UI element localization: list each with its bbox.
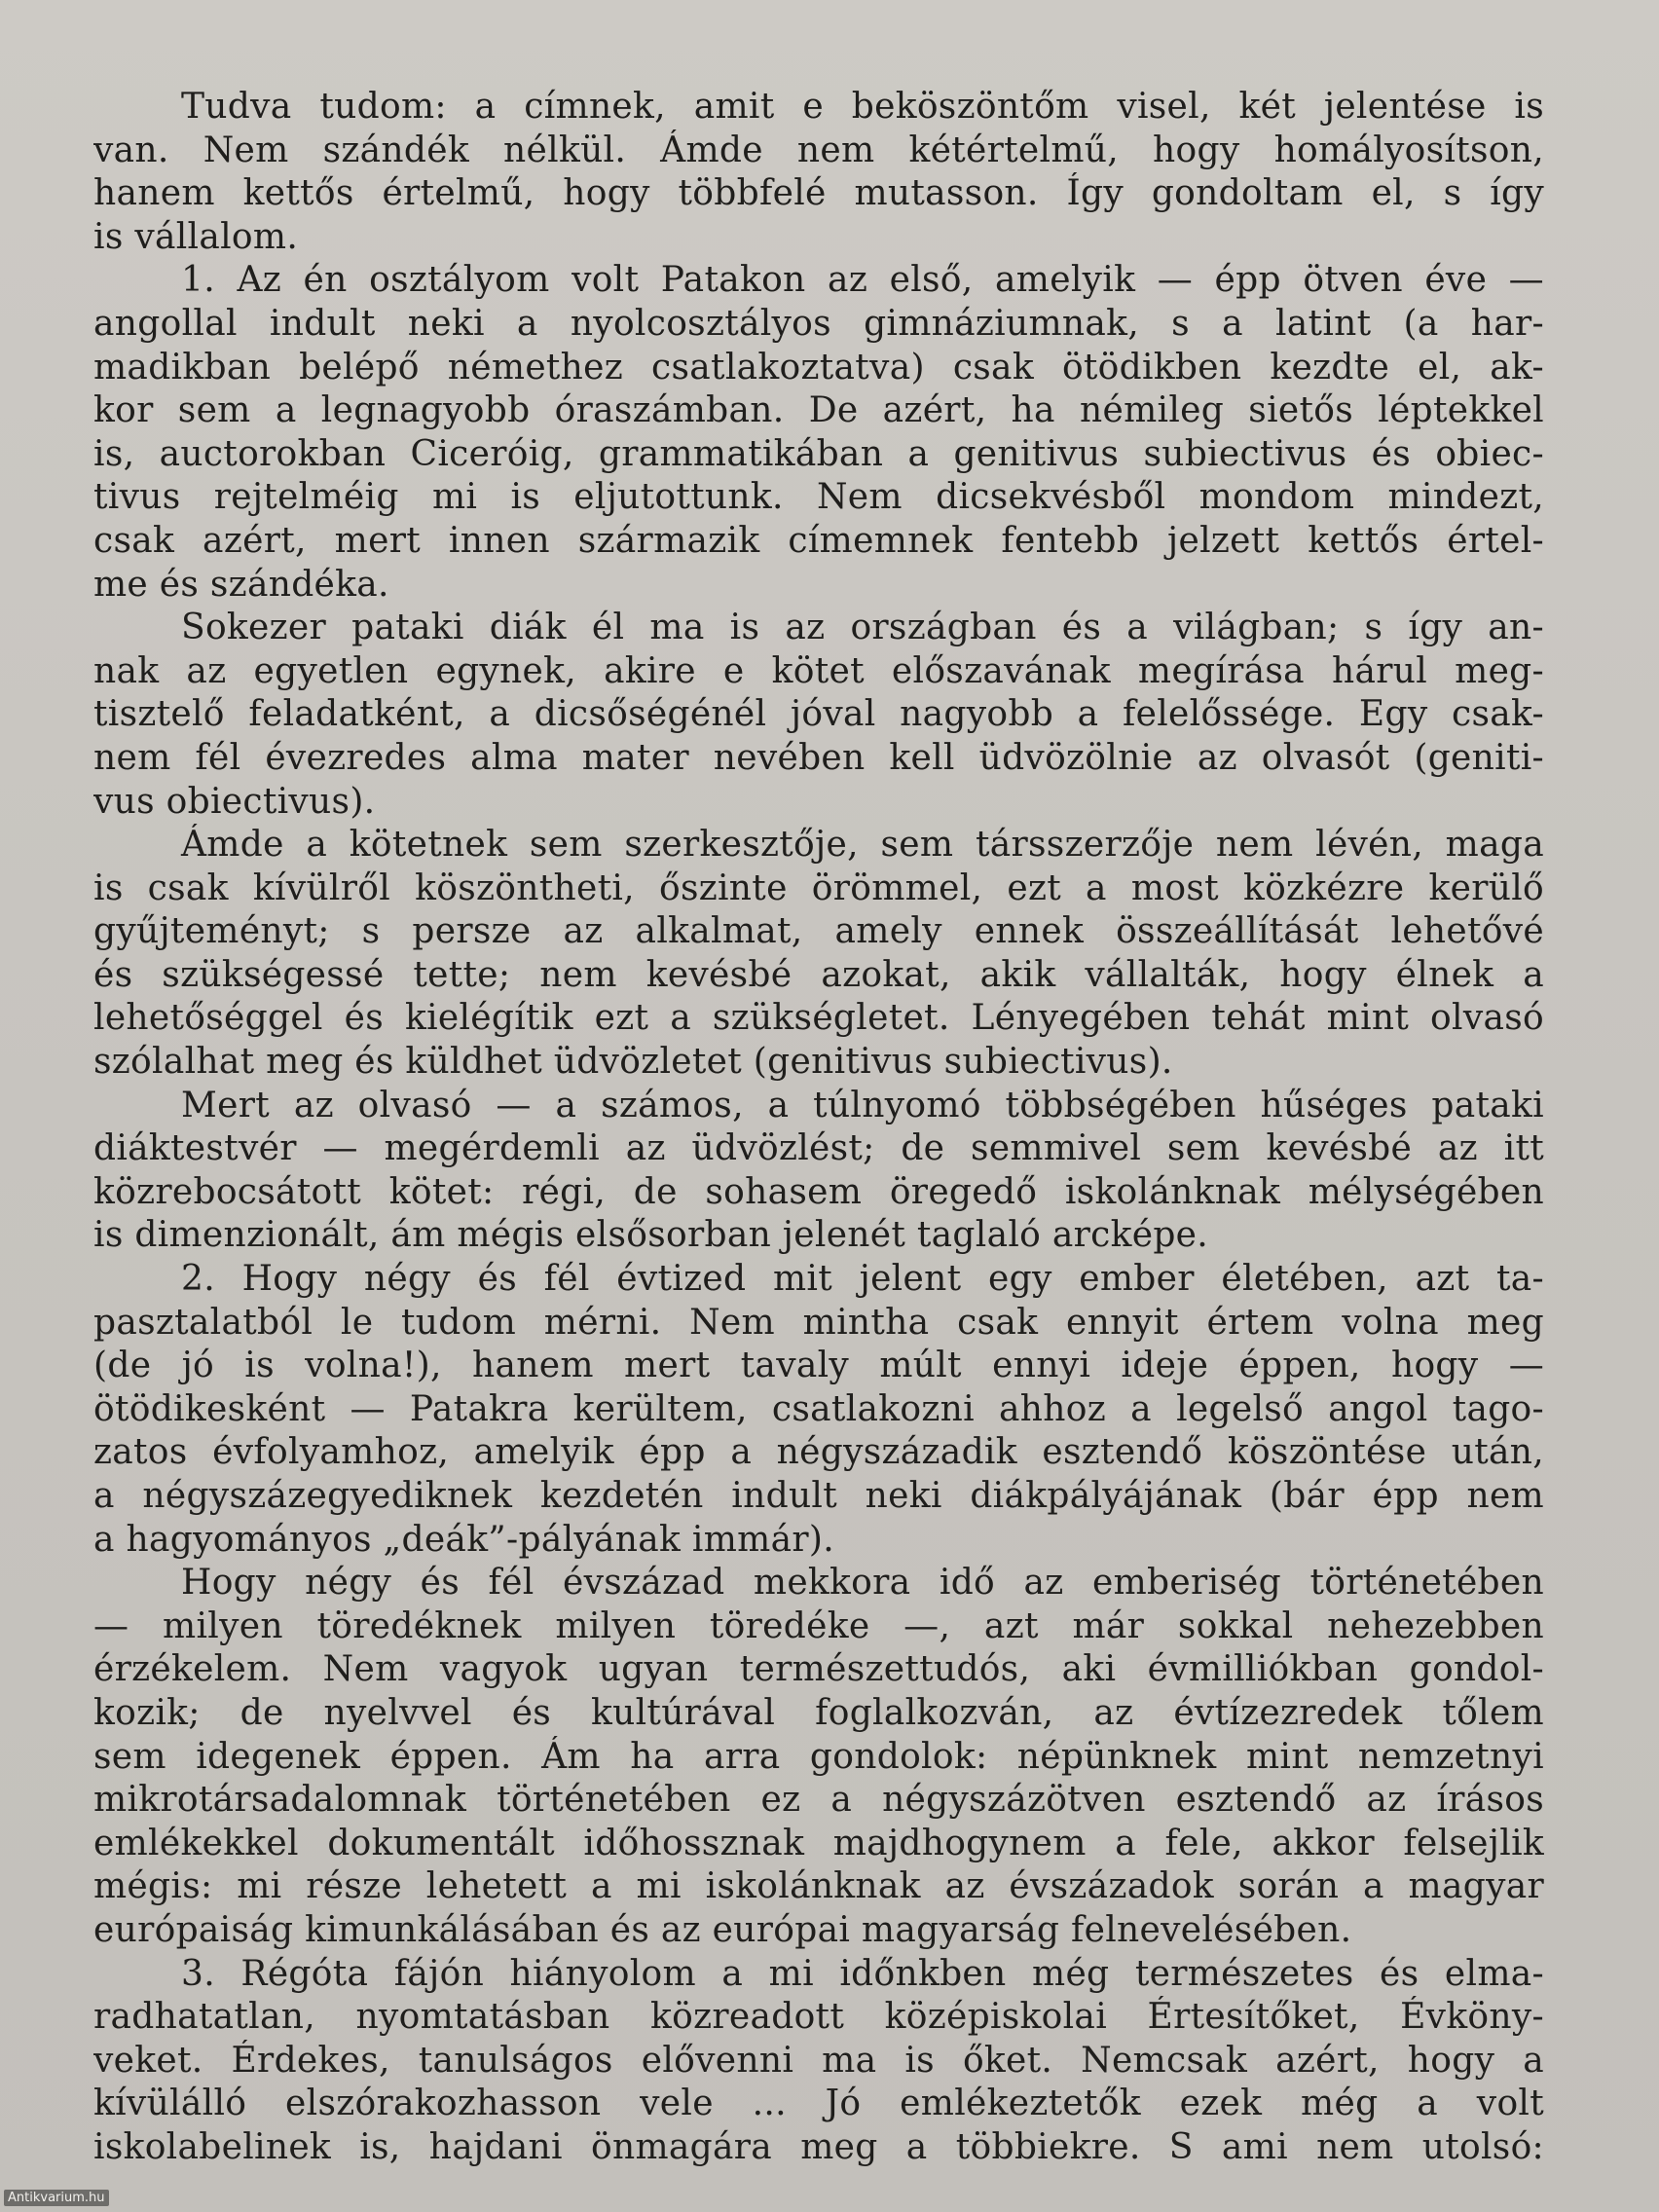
text-line: van. Nem szándék nélkül. Ámde nem kétértelmű, hogy homályosítson, — [93, 129, 1544, 170]
text-line: a négyszázegyediknek kezdetén indult neki diákpályájának (bár épp nem — [93, 1476, 1544, 1516]
text-line: 3. Régóta fájón hiányolom a mi időnkben még természetes és elma- — [181, 1953, 1544, 1994]
text-line: madikban belépő némethez csatlakoztatva) csak ötödikben kezdte el, ak- — [93, 347, 1544, 387]
text-line: érzékelem. Nem vagyok ugyan természettudós, aki évmilliókban gondol- — [93, 1649, 1544, 1690]
text-line: diáktestvér — megérdemli az üdvözlést; de semmivel sem kevésbé az itt — [93, 1128, 1544, 1169]
text-line: tisztelő feladatként, a dicsőségénél jóval nagyobb a felelőssége. Egy csak- — [93, 694, 1544, 735]
text-line: ötödikesként — Patakra kerültem, csatlakozni ahhoz a legelső angol tago- — [93, 1388, 1544, 1429]
text-line: hanem kettős értelmű, hogy többfelé mutasson. Így gondoltam el, s így — [93, 173, 1544, 214]
text-line: emlékekkel dokumentált időhossznak majdhogynem a fele, akkor felsejlik — [93, 1823, 1544, 1863]
text-line: nem fél évezredes alma mater nevében kell üdvözölnie az olvasót (geniti- — [93, 737, 1544, 778]
text-line: mikrotársadalomnak történetében ez a négyszázötven esztendő az írásos — [93, 1780, 1544, 1821]
text-line: is dimenzionált, ám mégis elsősorban jelenét taglaló arcképe. — [93, 1215, 1209, 1256]
text-line: Tudva tudom: a címnek, amit e beköszöntőm visel, két jelentése is — [181, 87, 1544, 127]
text-line: és szükségessé tette; nem kevésbé azokat, akik vállalták, hogy élnek a — [93, 954, 1544, 995]
text-line: zatos évfolyamhoz, amelyik épp a négyszázadik esztendő köszöntése után, — [93, 1432, 1544, 1473]
text-line: 1. Az én osztályom volt Patakon az első, amelyik — épp ötven éve — — [181, 260, 1544, 301]
text-line: nak az egyetlen egynek, akire e kötet előszavának megírása hárul meg- — [93, 650, 1544, 691]
text-line: európaiság kimunkálásában és az európai magyarság felnevelésében. — [93, 1909, 1352, 1950]
text-line: sem idegenek éppen. Ám ha arra gondolok: népünknek mint nemzetnyi — [93, 1736, 1544, 1777]
text-line: pasztalatból le tudom mérni. Nem mintha csak ennyit értem volna meg — [93, 1302, 1544, 1343]
text-line: kozik; de nyelvvel és kultúrával foglalkozván, az évtízezredek tőlem — [93, 1692, 1544, 1733]
text-line: is csak kívülről köszöntheti, őszinte örömmel, ezt a most közkézre kerülő — [93, 867, 1544, 908]
text-line: szólalhat meg és küldhet üdvözletet (genitivus subiectivus). — [93, 1042, 1173, 1083]
text-line: angollal indult neki a nyolcosztályos gimnáziumnak, s a latint (a har- — [93, 303, 1544, 344]
text-line: közrebocsátott kötet: régi, de sohasem öregedő iskolánknak mélységében — [93, 1171, 1544, 1212]
text-line: gyűjteményt; s persze az alkalmat, amely ennek összeállítását lehetővé — [93, 911, 1544, 952]
body-text — [93, 86, 1544, 2170]
text-line: is, auctorokban Ciceróig, grammatikában a genitivus subiectivus és obiec- — [93, 433, 1544, 474]
text-line: kor sem a legnagyobb óraszámban. De azért, ha némileg sietős léptekkel — [93, 390, 1544, 431]
text-line: Mert az olvasó — a számos, a túlnyomó többségében hűséges pataki — [181, 1085, 1544, 1125]
text-line: kívülálló elszórakozhasson vele ... Jó emlékeztetők ezek még a volt — [93, 2083, 1544, 2124]
text-line: radhatatlan, nyomtatásban közreadott középiskolai Értesítőket, Évköny- — [93, 1997, 1544, 2038]
text-line: (de jó is volna!), hanem mert tavaly múlt ennyi ideje éppen, hogy — — [93, 1346, 1544, 1386]
text-line: mégis: mi része lehetett a mi iskolánknak az évszázadok során a magyar — [93, 1866, 1544, 1907]
text-line: csak azért, mert innen származik címemnek fentebb jelzett kettős értel- — [93, 520, 1544, 561]
text-line: Hogy négy és fél évszázad mekkora idő az emberiség történetében — [181, 1563, 1544, 1604]
text-line: veket. Érdekes, tanulságos elővenni ma is őket. Nemcsak azért, hogy a — [93, 2040, 1544, 2081]
watermark: Antikvarium.hu — [4, 2190, 109, 2206]
text-line: Ámde a kötetnek sem szerkesztője, sem társszerzője nem lévén, maga — [181, 825, 1544, 866]
text-line: lehetőséggel és kielégítik ezt a szükségletet. Lényegében tehát mint olvasó — [93, 998, 1544, 1039]
text-line: 2. Hogy négy és fél évtized mit jelent egy ember életében, azt ta- — [181, 1259, 1544, 1300]
text-line: iskolabelinek is, hajdani önmagára meg a többiekre. S ami nem utolsó: — [93, 2126, 1544, 2167]
text-line: a hagyományos „deák”-pályának immár). — [93, 1519, 834, 1560]
text-line: vus obiectivus). — [93, 781, 376, 822]
text-line: me és szándéka. — [93, 564, 389, 605]
text-line: is vállalom. — [93, 216, 299, 257]
text-line: tivus rejtelméig mi is eljutottunk. Nem dicsekvésből mondom mindezt, — [93, 477, 1544, 518]
text-line: Sokezer pataki diák él ma is az országban és a világban; s így an- — [181, 608, 1544, 648]
text-line: — milyen töredéknek milyen töredéke —, azt már sokkal nehezebben — [93, 1605, 1544, 1646]
